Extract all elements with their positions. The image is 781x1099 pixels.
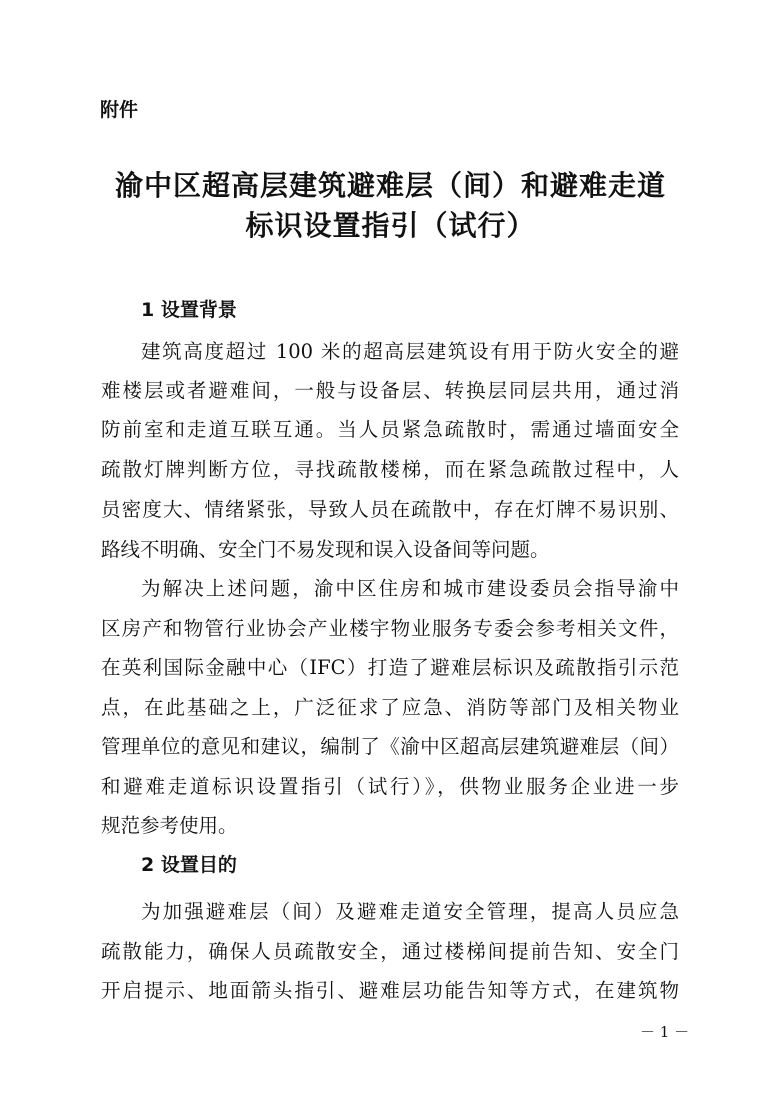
paragraph-line: 为解决上述问题，渝中区住房和城市建设委员会指导渝中: [141, 577, 679, 600]
paragraph-line: 路线不明确、安全门不易发现和误入设备间等问题。: [101, 538, 550, 561]
paragraph-line: 开启提示、地面箭头指引、避难层功能告知等方式，在建筑物: [101, 979, 679, 1002]
paragraph-line: 疏散能力，确保人员疏散安全，通过楼梯间提前告知、安全门: [101, 940, 679, 963]
paragraph-line: 员密度大、情绪紧张，导致人员在疏散中，存在灯牌不易识别、: [101, 498, 679, 521]
paragraph-line: 难楼层或者避难间，一般与设备层、转换层同层共用，通过消: [101, 379, 679, 402]
paragraph-line: 为加强避难层（间）及避难走道安全管理，提高人员应急: [141, 900, 679, 923]
paragraph-line: 和避难走道标识设置指引（试行）》，供物业服务企业进一步: [101, 775, 679, 798]
paragraph-line: 在英利国际金融中心（IFC）打造了避难层标识及疏散指引示范: [101, 656, 679, 679]
section-heading-purpose: 2 设置目的: [141, 854, 237, 876]
document-title-line-2: 标识设置指引（试行）: [245, 209, 536, 242]
paragraph-line: 点，在此基础之上，广泛征求了应急、消防等部门及相关物业: [101, 696, 679, 719]
paragraph-line: 规范参考使用。: [101, 814, 238, 837]
page-number: － 1 －: [640, 1023, 690, 1041]
paragraph-line: 疏散灯牌判断方位，寻找疏散楼梯，而在紧急疏散过程中，人: [101, 458, 679, 481]
paragraph-line: 防前室和走道互联互通。当人员紧急疏散时，需通过墙面安全: [101, 418, 679, 441]
document-title-line-1: 渝中区超高层建筑避难层（间）和避难走道: [114, 169, 666, 202]
attachment-label: 附件: [100, 99, 139, 121]
paragraph-line: 建筑高度超过 100 米的超高层建筑设有用于防火安全的避: [141, 340, 679, 363]
paragraph-line: 区房产和物管行业协会产业楼宇物业服务专委会参考相关文件，: [101, 617, 679, 640]
paragraph-line: 管理单位的意见和建议，编制了《渝中区超高层建筑避难层（间）: [101, 735, 679, 758]
section-heading-background: 1 设置背景: [141, 299, 237, 321]
